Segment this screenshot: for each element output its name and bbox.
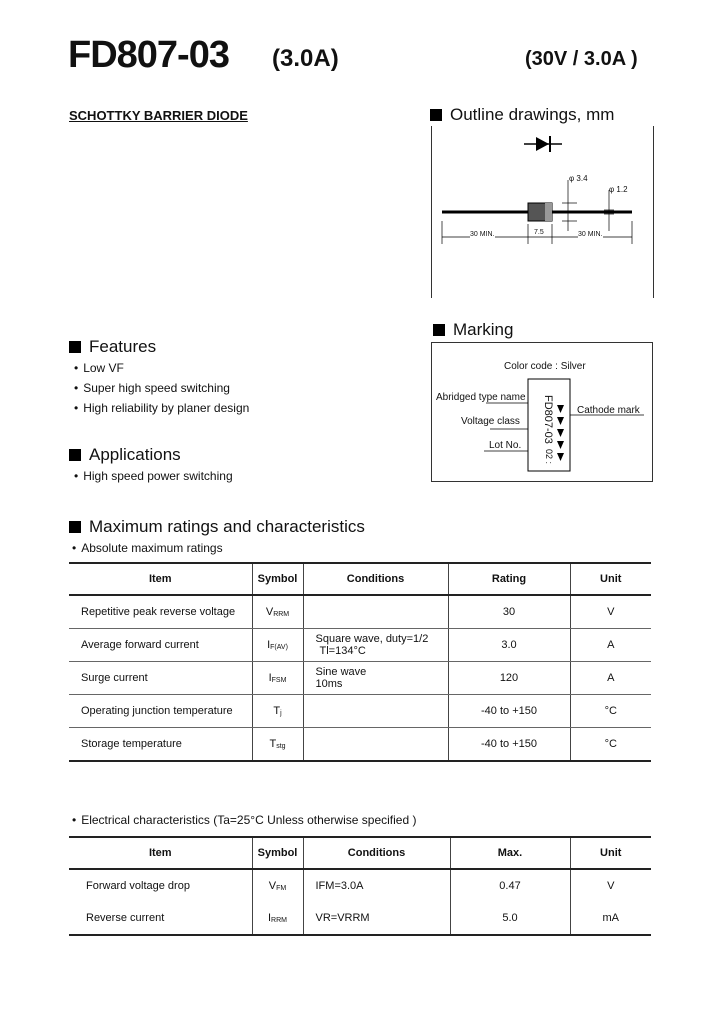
row-conditions: IFM=3.0A <box>303 869 450 902</box>
max-ratings-subtitle: • Absolute maximum ratings <box>72 541 223 555</box>
square-bullet-icon <box>430 109 442 121</box>
row-item: Storage temperature <box>69 728 252 762</box>
row-unit: V <box>570 595 651 629</box>
row-conditions <box>303 695 448 728</box>
row-conditions: Sine wave 10ms <box>303 662 448 695</box>
table-row <box>69 902 651 935</box>
diode-outline-drawing <box>432 126 653 298</box>
marking-body-text: FD807-03 <box>542 395 554 444</box>
dim-left-lead: 30 MIN. <box>470 231 495 238</box>
outline-title: Outline drawings, mm <box>450 105 615 124</box>
row-symbol: $T_{stg}$ <box>252 728 303 762</box>
row-conditions <box>303 595 448 629</box>
feature-item: • Low VF <box>74 361 124 375</box>
dim-lead-diameter: φ 1.2 <box>609 185 628 194</box>
feature-item: • Super high speed switching <box>74 381 230 395</box>
header-unit: Unit <box>570 837 651 869</box>
table-row <box>69 695 651 728</box>
row-rating: -40 to +150 <box>448 695 570 728</box>
header-symbol: Symbol <box>252 563 303 595</box>
row-symbol: $V_{RRM}$ <box>252 595 303 629</box>
current-rating: (3.0A) <box>272 45 339 72</box>
header-item: Item <box>69 837 252 869</box>
header-unit: Unit <box>570 563 651 595</box>
part-number: FD807-03 <box>68 34 229 76</box>
table-row <box>69 629 651 662</box>
row-unit: °C <box>570 728 651 762</box>
row-symbol: $I_{F(AV)}$ <box>252 629 303 662</box>
application-item: • High speed power switching <box>74 469 233 483</box>
dim-body-length: 7.5 <box>534 229 544 236</box>
electrical-subtitle: • Electrical characteristics (Ta=25°C Unless otherwise specified ) <box>72 813 416 827</box>
row-rating: 120 <box>448 662 570 695</box>
applications-title: Applications <box>89 445 181 464</box>
applications-title-block <box>69 445 181 465</box>
row-rating: 30 <box>448 595 570 629</box>
header-item: Item <box>69 563 252 595</box>
row-symbol: $I_{FSM}$ <box>252 662 303 695</box>
row-item: Repetitive peak reverse voltage <box>69 595 252 629</box>
marking-box <box>431 342 653 482</box>
row-rating: 3.0 <box>448 629 570 662</box>
row-item: Surge current <box>69 662 252 695</box>
marking-title-block <box>433 320 513 340</box>
row-item: Forward voltage drop <box>86 880 190 892</box>
outline-drawing-box <box>431 126 654 298</box>
voltage-current-rating: (30V / 3.0A ) <box>525 48 638 70</box>
header-rating: Rating <box>448 563 570 595</box>
row-symbol: $I_{RRM}$ <box>252 902 303 935</box>
outline-title-block <box>430 105 614 125</box>
abridged-type-label: Abridged type name <box>436 392 526 403</box>
table-row <box>69 728 651 762</box>
row-unit: A <box>570 629 651 662</box>
row-unit: A <box>570 662 651 695</box>
table-row <box>69 595 651 629</box>
table-header-row <box>69 837 651 869</box>
row-unit: °C <box>570 695 651 728</box>
product-type: SCHOTTKY BARRIER DIODE <box>69 108 248 123</box>
header-conditions: Conditions <box>303 837 450 869</box>
row-conditions: VR=VRRM <box>303 902 450 935</box>
voltage-class-label: Voltage class <box>461 416 520 427</box>
feature-item: • High reliability by planer design <box>74 401 249 415</box>
row-unit: mA <box>570 902 651 935</box>
row-max: 5.0 <box>450 902 570 935</box>
row-conditions: Square wave, duty=1/2 Tl=134°C <box>303 629 448 662</box>
header-max: Max. <box>450 837 570 869</box>
table-header-row <box>69 563 651 595</box>
max-ratings-title-block <box>69 517 365 537</box>
absolute-max-ratings-table <box>69 562 651 762</box>
row-item: Average forward current <box>69 629 252 662</box>
row-conditions <box>303 728 448 762</box>
lot-number-label: Lot No. <box>489 440 522 451</box>
color-code: Color code : Silver <box>504 361 586 372</box>
row-item: Operating junction temperature <box>69 695 252 728</box>
marking-title: Marking <box>453 320 514 339</box>
row-item: Reverse current <box>69 902 252 935</box>
square-bullet-icon <box>69 449 81 461</box>
dim-right-lead: 30 MIN. <box>578 231 603 238</box>
square-bullet-icon <box>69 521 81 533</box>
dim-body-diameter: φ 3.4 <box>569 174 588 183</box>
square-bullet-icon <box>69 341 81 353</box>
row-unit: V <box>570 869 651 902</box>
marking-lot-code: 02 : <box>544 449 554 465</box>
row-symbol: $T_j$ <box>252 695 303 728</box>
header-conditions: Conditions <box>303 563 448 595</box>
square-bullet-icon <box>433 324 445 336</box>
header-symbol: Symbol <box>252 837 303 869</box>
features-title: Features <box>89 337 157 356</box>
row-max: 0.47 <box>450 869 570 902</box>
electrical-characteristics-table <box>69 836 651 936</box>
table-row <box>69 869 651 902</box>
table-row <box>69 662 651 695</box>
max-ratings-title: Maximum ratings and characteristics <box>89 517 365 536</box>
row-rating: -40 to +150 <box>448 728 570 762</box>
features-title-block <box>69 337 156 357</box>
row-symbol: $V_{FM}$ <box>252 869 303 902</box>
cathode-mark-label: Cathode mark <box>577 405 640 416</box>
